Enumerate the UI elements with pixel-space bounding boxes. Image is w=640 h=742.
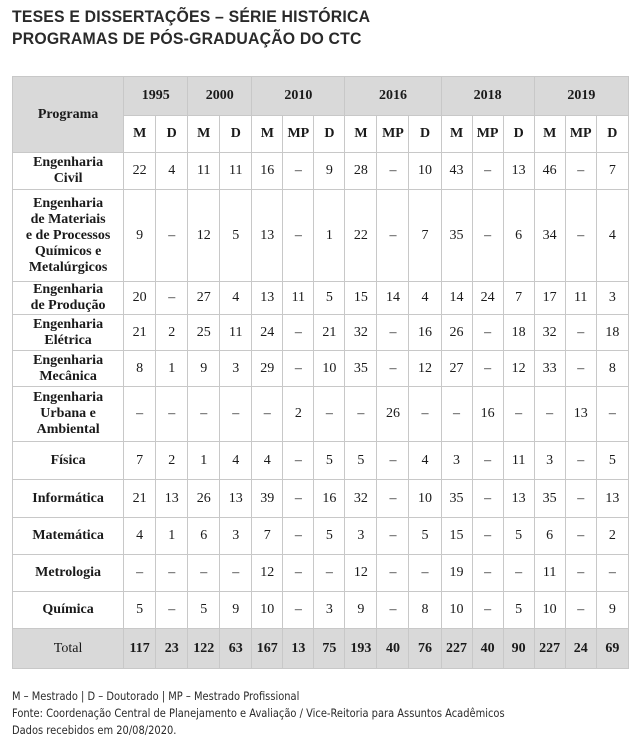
value-cell: 26 [441, 315, 472, 351]
value-cell: 3 [345, 518, 377, 555]
value-cell: 1 [314, 190, 345, 282]
value-cell: – [472, 442, 503, 480]
value-cell: 19 [441, 555, 472, 592]
value-cell: 46 [534, 153, 565, 190]
degree-header: M [534, 116, 565, 153]
value-cell: 11 [283, 282, 314, 315]
table-row [13, 153, 629, 190]
value-cell: 16 [472, 387, 503, 442]
value-cell: – [252, 387, 283, 442]
value-cell: 11 [565, 282, 596, 315]
value-cell: 3 [314, 592, 345, 629]
degree-header: M [252, 116, 283, 153]
value-cell: 32 [345, 315, 377, 351]
value-cell: 6 [534, 518, 565, 555]
program-cell [13, 592, 124, 629]
value-cell: 8 [124, 351, 156, 387]
program-cell [13, 518, 124, 555]
value-cell: 15 [345, 282, 377, 315]
title-line-1: TESES E DISSERTAÇÕES – SÉRIE HISTÓRICA [12, 7, 371, 26]
value-cell: 4 [252, 442, 283, 480]
value-cell: – [314, 555, 345, 592]
value-cell: – [565, 518, 596, 555]
table-row [13, 518, 629, 555]
value-cell: 13 [220, 480, 252, 518]
value-cell: – [220, 555, 252, 592]
program-name-line: Engenharia [33, 390, 104, 405]
value-cell: – [188, 555, 220, 592]
value-cell: 7 [596, 153, 628, 190]
value-cell: 12 [188, 190, 220, 282]
value-cell: – [156, 282, 188, 315]
title-block [12, 6, 397, 50]
degree-header: D [156, 116, 188, 153]
table-row [13, 592, 629, 629]
value-cell: – [534, 387, 565, 442]
total-value-cell: 227 [441, 629, 472, 669]
degree-header: MP [565, 116, 596, 153]
program-name-line: Civil [53, 171, 83, 186]
footnotes [12, 688, 505, 739]
program-cell [13, 190, 124, 282]
value-cell: 35 [441, 190, 472, 282]
value-cell: 12 [345, 555, 377, 592]
program-name-line: Químicos e [34, 243, 102, 259]
value-cell: 13 [596, 480, 628, 518]
value-cell: 4 [124, 518, 156, 555]
value-cell: – [565, 315, 596, 351]
total-value-cell: 13 [283, 629, 314, 669]
value-cell: – [565, 442, 596, 480]
value-cell: – [283, 153, 314, 190]
value-cell: 9 [314, 153, 345, 190]
year-header: 2018 [441, 77, 534, 116]
degree-header: D [314, 116, 345, 153]
value-cell: 24 [472, 282, 503, 315]
value-cell: 2 [283, 387, 314, 442]
value-cell: 32 [534, 315, 565, 351]
value-cell: – [565, 190, 596, 282]
program-cell [13, 153, 124, 190]
value-cell: – [377, 190, 409, 282]
table-row [13, 387, 629, 442]
year-header: 1995 [124, 77, 188, 116]
value-cell: 5 [409, 518, 441, 555]
value-cell: – [124, 387, 156, 442]
value-cell: 13 [503, 480, 534, 518]
value-cell: 3 [596, 282, 628, 315]
program-name-line: Engenharia [33, 316, 104, 332]
value-cell: 10 [534, 592, 565, 629]
value-cell: – [283, 518, 314, 555]
value-cell: 14 [377, 282, 409, 315]
value-cell: 13 [252, 282, 283, 315]
value-cell: 26 [188, 480, 220, 518]
value-cell: – [156, 387, 188, 442]
value-cell: – [283, 190, 314, 282]
value-cell: 24 [252, 315, 283, 351]
value-cell: – [377, 555, 409, 592]
total-label: Total [13, 629, 124, 669]
value-cell: 11 [534, 555, 565, 592]
value-cell: 27 [441, 351, 472, 387]
program-column-header: Programa [13, 77, 124, 153]
program-cell [13, 315, 124, 351]
value-cell: – [409, 555, 441, 592]
value-cell: 5 [314, 282, 345, 315]
value-cell: 10 [252, 592, 283, 629]
value-cell: 7 [252, 518, 283, 555]
program-name-line: Metalúrgicos [28, 259, 108, 275]
table-row [13, 351, 629, 387]
value-cell: 21 [314, 315, 345, 351]
total-value-cell: 117 [124, 629, 156, 669]
value-cell: 20 [124, 282, 156, 315]
value-cell: 11 [503, 442, 534, 480]
value-cell: 29 [252, 351, 283, 387]
value-cell: – [472, 315, 503, 351]
degree-header: D [409, 116, 441, 153]
value-cell: 22 [124, 153, 156, 190]
table-row [13, 190, 629, 282]
total-value-cell: 227 [534, 629, 565, 669]
value-cell: – [565, 153, 596, 190]
value-cell: 35 [441, 480, 472, 518]
degree-header: MP [377, 116, 409, 153]
value-cell: 4 [156, 153, 188, 190]
value-cell: 9 [124, 190, 156, 282]
total-value-cell: 76 [409, 629, 441, 669]
value-cell: 5 [188, 592, 220, 629]
value-cell: 35 [534, 480, 565, 518]
source-note: Fonte: Coordenação Central de Planejamento e Avaliação / Vice-Reitoria para Assuntos Acadêmicos [12, 706, 505, 720]
program-name-line: Elétrica [44, 332, 92, 348]
value-cell: 28 [345, 153, 377, 190]
value-cell: 4 [409, 442, 441, 480]
value-cell: – [565, 592, 596, 629]
value-cell: – [596, 555, 628, 592]
value-cell: 3 [220, 351, 252, 387]
program-cell [13, 442, 124, 480]
year-header: 2019 [534, 77, 628, 116]
value-cell: 27 [188, 282, 220, 315]
value-cell: – [283, 555, 314, 592]
value-cell: – [503, 387, 534, 442]
program-cell [13, 387, 124, 442]
value-cell: 21 [124, 315, 156, 351]
table-row [13, 555, 629, 592]
value-cell: 25 [188, 315, 220, 351]
value-cell: – [283, 351, 314, 387]
value-cell: 7 [124, 442, 156, 480]
legend-note: M – Mestrado | D – Doutorado | MP – Mestrado Profissional [12, 689, 300, 703]
total-value-cell: 69 [596, 629, 628, 669]
value-cell: 13 [503, 153, 534, 190]
value-cell: 26 [377, 387, 409, 442]
value-cell: 1 [156, 518, 188, 555]
program-name-line: e de Processos [25, 227, 111, 243]
value-cell: 16 [409, 315, 441, 351]
value-cell: – [124, 555, 156, 592]
value-cell: 15 [441, 518, 472, 555]
program-name-line: de Produção [30, 298, 106, 313]
value-cell: 1 [188, 442, 220, 480]
value-cell: – [472, 153, 503, 190]
degree-header: MP [283, 116, 314, 153]
value-cell: 9 [596, 592, 628, 629]
value-cell: – [283, 480, 314, 518]
program-name-line: Engenharia [33, 352, 104, 368]
value-cell: 3 [534, 442, 565, 480]
value-cell: – [472, 555, 503, 592]
degree-header: D [220, 116, 252, 153]
total-row [13, 629, 629, 669]
value-cell: – [156, 555, 188, 592]
value-cell: – [472, 351, 503, 387]
value-cell: 5 [596, 442, 628, 480]
value-cell: 1 [156, 351, 188, 387]
value-cell: – [377, 518, 409, 555]
program-cell [13, 351, 124, 387]
value-cell: – [283, 315, 314, 351]
value-cell: – [472, 518, 503, 555]
year-header: 2016 [345, 77, 441, 116]
degree-header: MP [472, 116, 503, 153]
value-cell: 12 [503, 351, 534, 387]
value-cell: – [409, 387, 441, 442]
value-cell: 6 [188, 518, 220, 555]
value-cell: – [472, 190, 503, 282]
value-cell: – [565, 351, 596, 387]
value-cell: 7 [503, 282, 534, 315]
value-cell: – [377, 442, 409, 480]
value-cell: – [283, 592, 314, 629]
total-value-cell: 167 [252, 629, 283, 669]
degree-header: M [124, 116, 156, 153]
value-cell: 11 [220, 315, 252, 351]
table-row [13, 315, 629, 351]
year-header: 2000 [188, 77, 252, 116]
value-cell: – [377, 315, 409, 351]
theses-table [12, 76, 629, 669]
degree-header: D [596, 116, 628, 153]
value-cell: 12 [252, 555, 283, 592]
program-name-line: Matemática [32, 528, 104, 543]
value-cell: – [596, 387, 628, 442]
value-cell: 5 [503, 592, 534, 629]
value-cell: – [441, 387, 472, 442]
value-cell: 2 [156, 315, 188, 351]
table-row [13, 480, 629, 518]
value-cell: 3 [441, 442, 472, 480]
program-cell [13, 282, 124, 315]
total-value-cell: 90 [503, 629, 534, 669]
value-cell: 2 [596, 518, 628, 555]
value-cell: 5 [503, 518, 534, 555]
value-cell: 14 [441, 282, 472, 315]
value-cell: 34 [534, 190, 565, 282]
total-value-cell: 193 [345, 629, 377, 669]
value-cell: 22 [345, 190, 377, 282]
value-cell: – [472, 480, 503, 518]
value-cell: 18 [503, 315, 534, 351]
value-cell: 9 [220, 592, 252, 629]
value-cell: – [565, 480, 596, 518]
value-cell: – [156, 190, 188, 282]
total-value-cell: 40 [472, 629, 503, 669]
total-value-cell: 24 [565, 629, 596, 669]
program-name-line: Mecânica [39, 368, 97, 384]
value-cell: – [156, 592, 188, 629]
value-cell: 11 [220, 153, 252, 190]
value-cell: 11 [188, 153, 220, 190]
value-cell: 9 [188, 351, 220, 387]
value-cell: 10 [314, 351, 345, 387]
value-cell: 10 [409, 153, 441, 190]
degree-header: M [345, 116, 377, 153]
value-cell: 13 [156, 480, 188, 518]
value-cell: 4 [220, 282, 252, 315]
value-cell: 21 [124, 480, 156, 518]
degree-header: M [188, 116, 220, 153]
value-cell: 7 [409, 190, 441, 282]
value-cell: 4 [220, 442, 252, 480]
total-value-cell: 23 [156, 629, 188, 669]
value-cell: 5 [124, 592, 156, 629]
value-cell: – [314, 387, 345, 442]
value-cell: 35 [345, 351, 377, 387]
total-value-cell: 63 [220, 629, 252, 669]
program-name-line: Química [42, 602, 94, 617]
date-note: Dados recebidos em 20/08/2020. [12, 723, 177, 737]
value-cell: 16 [252, 153, 283, 190]
value-cell: 43 [441, 153, 472, 190]
value-cell: – [377, 480, 409, 518]
value-cell: 5 [220, 190, 252, 282]
program-cell [13, 555, 124, 592]
program-name-line: Informática [32, 490, 104, 506]
value-cell: – [220, 387, 252, 442]
program-cell [13, 480, 124, 518]
year-header-row [13, 77, 629, 116]
table-body [13, 153, 629, 669]
total-value-cell: 75 [314, 629, 345, 669]
value-cell: – [377, 351, 409, 387]
value-cell: 39 [252, 480, 283, 518]
value-cell: 9 [345, 592, 377, 629]
value-cell: 33 [534, 351, 565, 387]
value-cell: 16 [314, 480, 345, 518]
value-cell: 5 [345, 442, 377, 480]
value-cell: – [377, 592, 409, 629]
value-cell: 8 [409, 592, 441, 629]
year-header: 2010 [252, 77, 345, 116]
value-cell: 10 [441, 592, 472, 629]
value-cell: 4 [596, 190, 628, 282]
program-name-line: Física [50, 452, 86, 468]
value-cell: 32 [345, 480, 377, 518]
value-cell: – [188, 387, 220, 442]
value-cell: 2 [156, 442, 188, 480]
value-cell: 5 [314, 442, 345, 480]
title-line-2: PROGRAMAS DE PÓS-GRADUAÇÃO DO CTC [12, 29, 362, 48]
value-cell: – [472, 592, 503, 629]
value-cell: – [283, 442, 314, 480]
program-name-line: Metrologia [35, 565, 101, 580]
table-row [13, 442, 629, 480]
total-value-cell: 40 [377, 629, 409, 669]
value-cell: 3 [220, 518, 252, 555]
value-cell: 10 [409, 480, 441, 518]
value-cell: 17 [534, 282, 565, 315]
value-cell: 4 [409, 282, 441, 315]
value-cell: 6 [503, 190, 534, 282]
value-cell: 18 [596, 315, 628, 351]
program-name-line: Engenharia [33, 282, 104, 297]
value-cell: 5 [314, 518, 345, 555]
total-value-cell: 122 [188, 629, 220, 669]
program-name-line: Engenharia [33, 195, 104, 211]
table-row [13, 282, 629, 315]
value-cell: 13 [565, 387, 596, 442]
value-cell: 8 [596, 351, 628, 387]
program-name-line: Ambiental [36, 422, 100, 437]
program-name-line: Urbana e [40, 406, 96, 421]
value-cell: 13 [252, 190, 283, 282]
value-cell: 12 [409, 351, 441, 387]
program-name-line: Engenharia [33, 155, 104, 170]
value-cell: – [377, 153, 409, 190]
program-name-line: de Materiais [30, 211, 106, 227]
degree-header: D [503, 116, 534, 153]
degree-header: M [441, 116, 472, 153]
value-cell: – [345, 387, 377, 442]
value-cell: – [503, 555, 534, 592]
value-cell: – [565, 555, 596, 592]
